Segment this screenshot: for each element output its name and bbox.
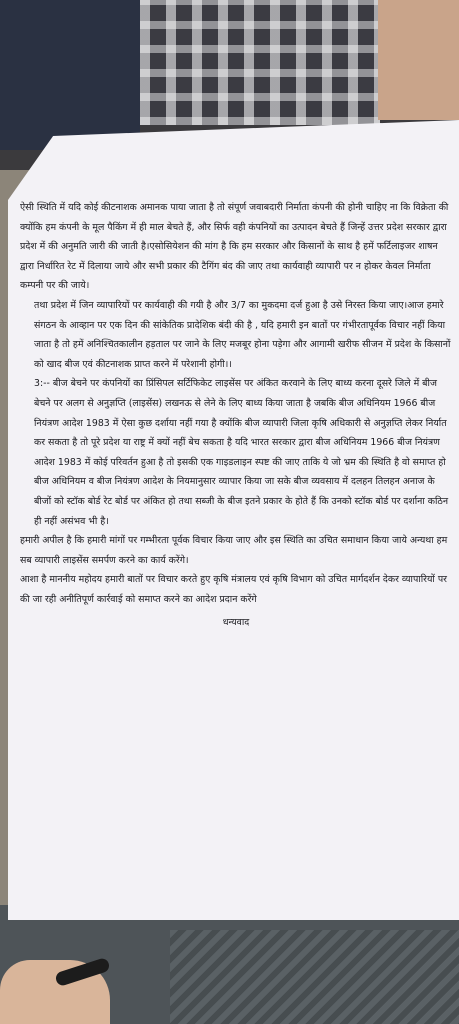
paragraph-3-point: 3:-- बीज बेचने पर कंपनियों का प्रिंसिपल सर्टिफिकेट लाइसेंस पर अंकित करवाने के लिए बाध्य करना दूसरे जिले में बीज बेचने पर अलग से अनुज्ञप्ति (लाइसेंस) लखनऊ से लेने के लिए बाध्य किया जाता है जबकि बीज अधिनियम 1966 बीज नियंत्रण आदेश 1983 में ऐसा कुछ दर्शाया नहीं गया है क्योंकि बीज व्यापारी जिला कृषि अधिकारी से अनुज्ञप्ति लेकर निर्यात कर सकता है तो पूरे प्रदेश या राष्ट्र में क्यों नहीं बेच सकता है यदि भारत सरकार द्वारा बीज अधिनियम 1966 बीज नियंत्रण आदेश 1983 में कोई परिवर्तन हुआ है तो इसकी एक गाइडलाइन स्पष्ट की जाए ताकि ये जो भ्रम की स्थिति है वो समाप्त हो बीज अधिनियम व बीज नियंत्रण आदेश के नियमानुसार व्यापार किया जा सके बीज व्यवसाय में दलहन तिलहन अनाज के बीजों को स्टॉक बोर्ड रेट बोर्ड पर अंकित हो तथा सब्जी के बीज इतने प्रकार के होते हैं कि उनको स्टॉक बोर्ड पर दर्शाना कठिन ही नहीं असंभव भी है। bbox=[34, 378, 449, 527]
paragraph-2: तथा प्रदेश में जिन व्यापारियों पर कार्यवाही की गयी है और 3/7 का मुकदमा दर्ज हुआ है उसे निरस्त किया जाए।आज हमारे संगठन के आव्हान पर एक दिन की सांकेतिक प्रादेशिक बंदी की है , यदि हमारी इन बातों पर गंभीरतापूर्वक विचार नहीं किया जाता है तो हमें अनिश्चितकालीन हड़ताल पर जाने के लिए मजबूर होना पड़ेगा और आगामी खरीफ सीजन में प्रदेश के किसानों को खाद बीज एवं कीटनाशक प्राप्त करने में परेशानी होगी।। bbox=[34, 299, 451, 370]
floor-tiles bbox=[170, 930, 459, 1024]
person-shirt-dark bbox=[0, 0, 140, 150]
letter-body bbox=[20, 198, 452, 633]
paragraph-1: ऐसी स्थिति में यदि कोई कीटनाशक अमानक पाया जाता है तो संपूर्ण जवाबदारी निर्माता कंपनी की होनी चाहिए ना कि विक्रेता की क्योंकि हम कंपनी के मूल पैकिंग में ही माल बेचते हैं, और सिर्फ वही कंपनियों का उत्पादन बेचते हैं जिन्हें उत्तर प्रदेश सरकार द्वारा प्रदेश में की अनुमति जारी की जाती है।एसोसियेशन की मांग है कि हम सरकार और किसानों के साथ है हमें फर्टिलाइजर शाषन द्वारा निर्धारित रेट में दिलाया जाये और सभी प्रकार की टैगिंग बंद की जाए तथा कार्यवाही व्यापारी पर न होकर केवल निर्माता कम्पनी पर की जाये। bbox=[20, 202, 449, 292]
person-shirt-checked bbox=[140, 0, 380, 125]
paragraph-appeal: हमारी अपील है कि हमारी मांगों पर गम्भीरता पूर्वक विचार किया जाए और इस स्थिति का उचित समाधान किया जाये अन्यथा हम सब व्यापारी लाइसेंस समर्पण करने का कार्य करेंगे। bbox=[20, 535, 448, 566]
closing-thanks: धन्यवाद bbox=[222, 617, 250, 629]
paragraph-hope: आशा है माननीय महोदय हमारी बातों पर विचार करते हुए कृषि मंत्रालय एवं कृषि विभाग को उचित मार्गदर्शन देकर व्यापारियों पर की जा रही अनीतिपूर्ण कार्रवाई को समाप्त करने का आदेश प्रदान करेंगे bbox=[20, 574, 448, 605]
person-arm bbox=[378, 0, 459, 120]
